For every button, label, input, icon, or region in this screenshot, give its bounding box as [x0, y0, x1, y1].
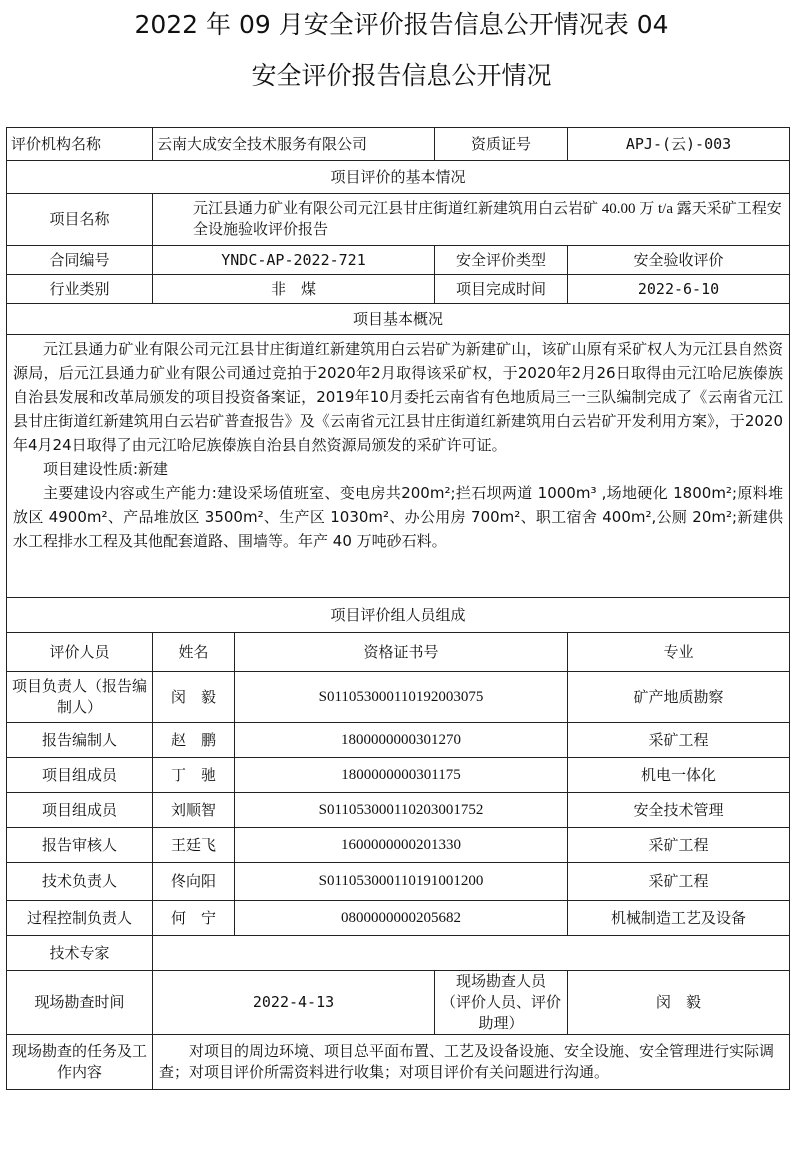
team-role: 项目负责人（报告编制人）: [7, 672, 153, 723]
eval-type-label: 安全评价类型: [435, 246, 568, 275]
team-name: 闵 毅: [153, 672, 235, 723]
team-cert: 1800000000301175: [235, 758, 568, 793]
overview-paragraph-2: 项目建设性质:新建: [43, 460, 169, 478]
site-time-label: 现场勘查时间: [7, 971, 153, 1035]
table-row: [7, 723, 790, 758]
org-value: 云南大成安全技术服务有限公司: [153, 128, 435, 161]
cert-value: APJ-(云)-003: [568, 128, 790, 161]
overview-cell: [7, 335, 790, 598]
project-name-value: 元江县通力矿业有限公司元江县甘庄街道红新建筑用白云岩矿 40.00 万 t/a 露天采矿工程安全设施验收评价报告: [153, 194, 790, 246]
team-major: 机电一体化: [568, 758, 790, 793]
team-name: 丁 驰: [153, 758, 235, 793]
site-staff-value: 闵 毅: [568, 971, 790, 1035]
team-name: 佟向阳: [153, 863, 235, 901]
expert-label: 技术专家: [7, 936, 153, 971]
contract-value: YNDC-AP-2022-721: [153, 246, 435, 275]
site-staff-label: [435, 971, 568, 1035]
team-cert: S011053000110203001752: [235, 793, 568, 828]
team-cert: 1800000000301270: [235, 723, 568, 758]
industry-label: 行业类别: [7, 275, 153, 304]
team-header-name: 姓名: [153, 633, 235, 672]
team-role: 项目组成员: [7, 793, 153, 828]
table-row: [7, 828, 790, 863]
table-row: [7, 672, 790, 723]
org-label: 评价机构名称: [7, 128, 153, 161]
team-cert: 1600000000201330: [235, 828, 568, 863]
team-cert: S011053000110191001200: [235, 863, 568, 901]
team-major: 矿产地质勘察: [568, 672, 790, 723]
project-name-row: [7, 194, 790, 246]
team-major: 机械制造工艺及设备: [568, 901, 790, 936]
team-major: 安全技术管理: [568, 793, 790, 828]
contract-label: 合同编号: [7, 246, 153, 275]
team-name: 赵 鹏: [153, 723, 235, 758]
section-team-row: [7, 598, 790, 633]
table-row: [7, 758, 790, 793]
expert-value: [153, 936, 790, 971]
team-role: 报告编制人: [7, 723, 153, 758]
expert-row: [7, 936, 790, 971]
team-role: 技术负责人: [7, 863, 153, 901]
disclosure-table: [6, 127, 790, 1090]
team-role: 过程控制负责人: [7, 901, 153, 936]
team-header-cert: 资格证书号: [235, 633, 568, 672]
team-name: 何 宁: [153, 901, 235, 936]
team-header-role: 评价人员: [7, 633, 153, 672]
site-task-row: [7, 1035, 790, 1090]
section-overview-title: 项目基本概况: [7, 304, 790, 335]
team-major: 采矿工程: [568, 828, 790, 863]
overview-row: [7, 335, 790, 598]
site-time-value: 2022-4-13: [153, 971, 435, 1035]
team-header-major: 专业: [568, 633, 790, 672]
site-staff-label-line2: （评价人员、评价助理）: [441, 993, 562, 1032]
team-role: 报告审核人: [7, 828, 153, 863]
table-row: [7, 793, 790, 828]
table-row: [7, 863, 790, 901]
eval-type-value: 安全验收评价: [568, 246, 790, 275]
site-task-label: 现场勘查的任务及工作内容: [7, 1035, 153, 1090]
industry-value: 非 煤: [153, 275, 435, 304]
contract-row: [7, 246, 790, 275]
team-name: 王廷飞: [153, 828, 235, 863]
cert-label: 资质证号: [435, 128, 568, 161]
site-task-value: 对项目的周边环境、项目总平面布置、工艺及设备设施、安全设施、安全管理进行实际调查；对项目评价所需资料进行收集；对项目评价有关问题进行沟通。: [153, 1035, 790, 1090]
finish-label: 项目完成时间: [435, 275, 568, 304]
section-overview-row: [7, 304, 790, 335]
section-basic-title: 项目评价的基本情况: [7, 161, 790, 194]
project-name-label: 项目名称: [7, 194, 153, 246]
team-cert: 0800000000205682: [235, 901, 568, 936]
team-cert: S011053000110192003075: [235, 672, 568, 723]
org-row: [7, 128, 790, 161]
table-row: [7, 901, 790, 936]
team-major: 采矿工程: [568, 723, 790, 758]
overview-paragraph-3: 主要建设内容或生产能力:建设采场值班室、变电房共200m²;拦石坝两道 1000m³ ,场地硬化 1800m²;原料堆放区 4900m²、产品堆放区 3500m²、生产区 1030m²、办公用房 700m²、职工宿舍 400m²,公厕 20m²;新建供水工程排水工程及其他配套道路、围墙等。年产 40 万吨砂石料。: [13, 484, 784, 550]
team-header-row: [7, 633, 790, 672]
document-title: 2022 年 09 月安全评价报告信息公开情况表 04: [134, 10, 669, 39]
industry-row: [7, 275, 790, 304]
team-name: 刘顺智: [153, 793, 235, 828]
team-role: 项目组成员: [7, 758, 153, 793]
document-subtitle: 安全评价报告信息公开情况: [251, 61, 552, 90]
section-team-title: 项目评价组人员组成: [7, 598, 790, 633]
finish-value: 2022-6-10: [568, 275, 790, 304]
team-major: 采矿工程: [568, 863, 790, 901]
site-time-row: [7, 971, 790, 1035]
site-staff-label-line1: 现场勘查人员: [456, 972, 547, 990]
overview-paragraph-1: 元江县通力矿业有限公司元江县甘庄街道红新建筑用白云岩矿为新建矿山，该矿山原有采矿权人为元江县自然资源局，后元江县通力矿业有限公司通过竞拍于2020年2月取得该采矿权，于2020年2月26日取得由元江哈尼族傣族自治县发展和改革局颁发的项目投资备案证，2019年10月委托云南省有色地质局三一三队编制完成了《云南省元江县甘庄街道红新建筑用白云岩矿普查报告》及《云南省元江县甘庄街道红新建筑用白云岩矿开发利用方案》，于2020年4月24日取得了由元江哈尼族傣族自治县自然资源局颁发的采矿许可证。: [13, 340, 784, 454]
section-basic-row: [7, 161, 790, 194]
